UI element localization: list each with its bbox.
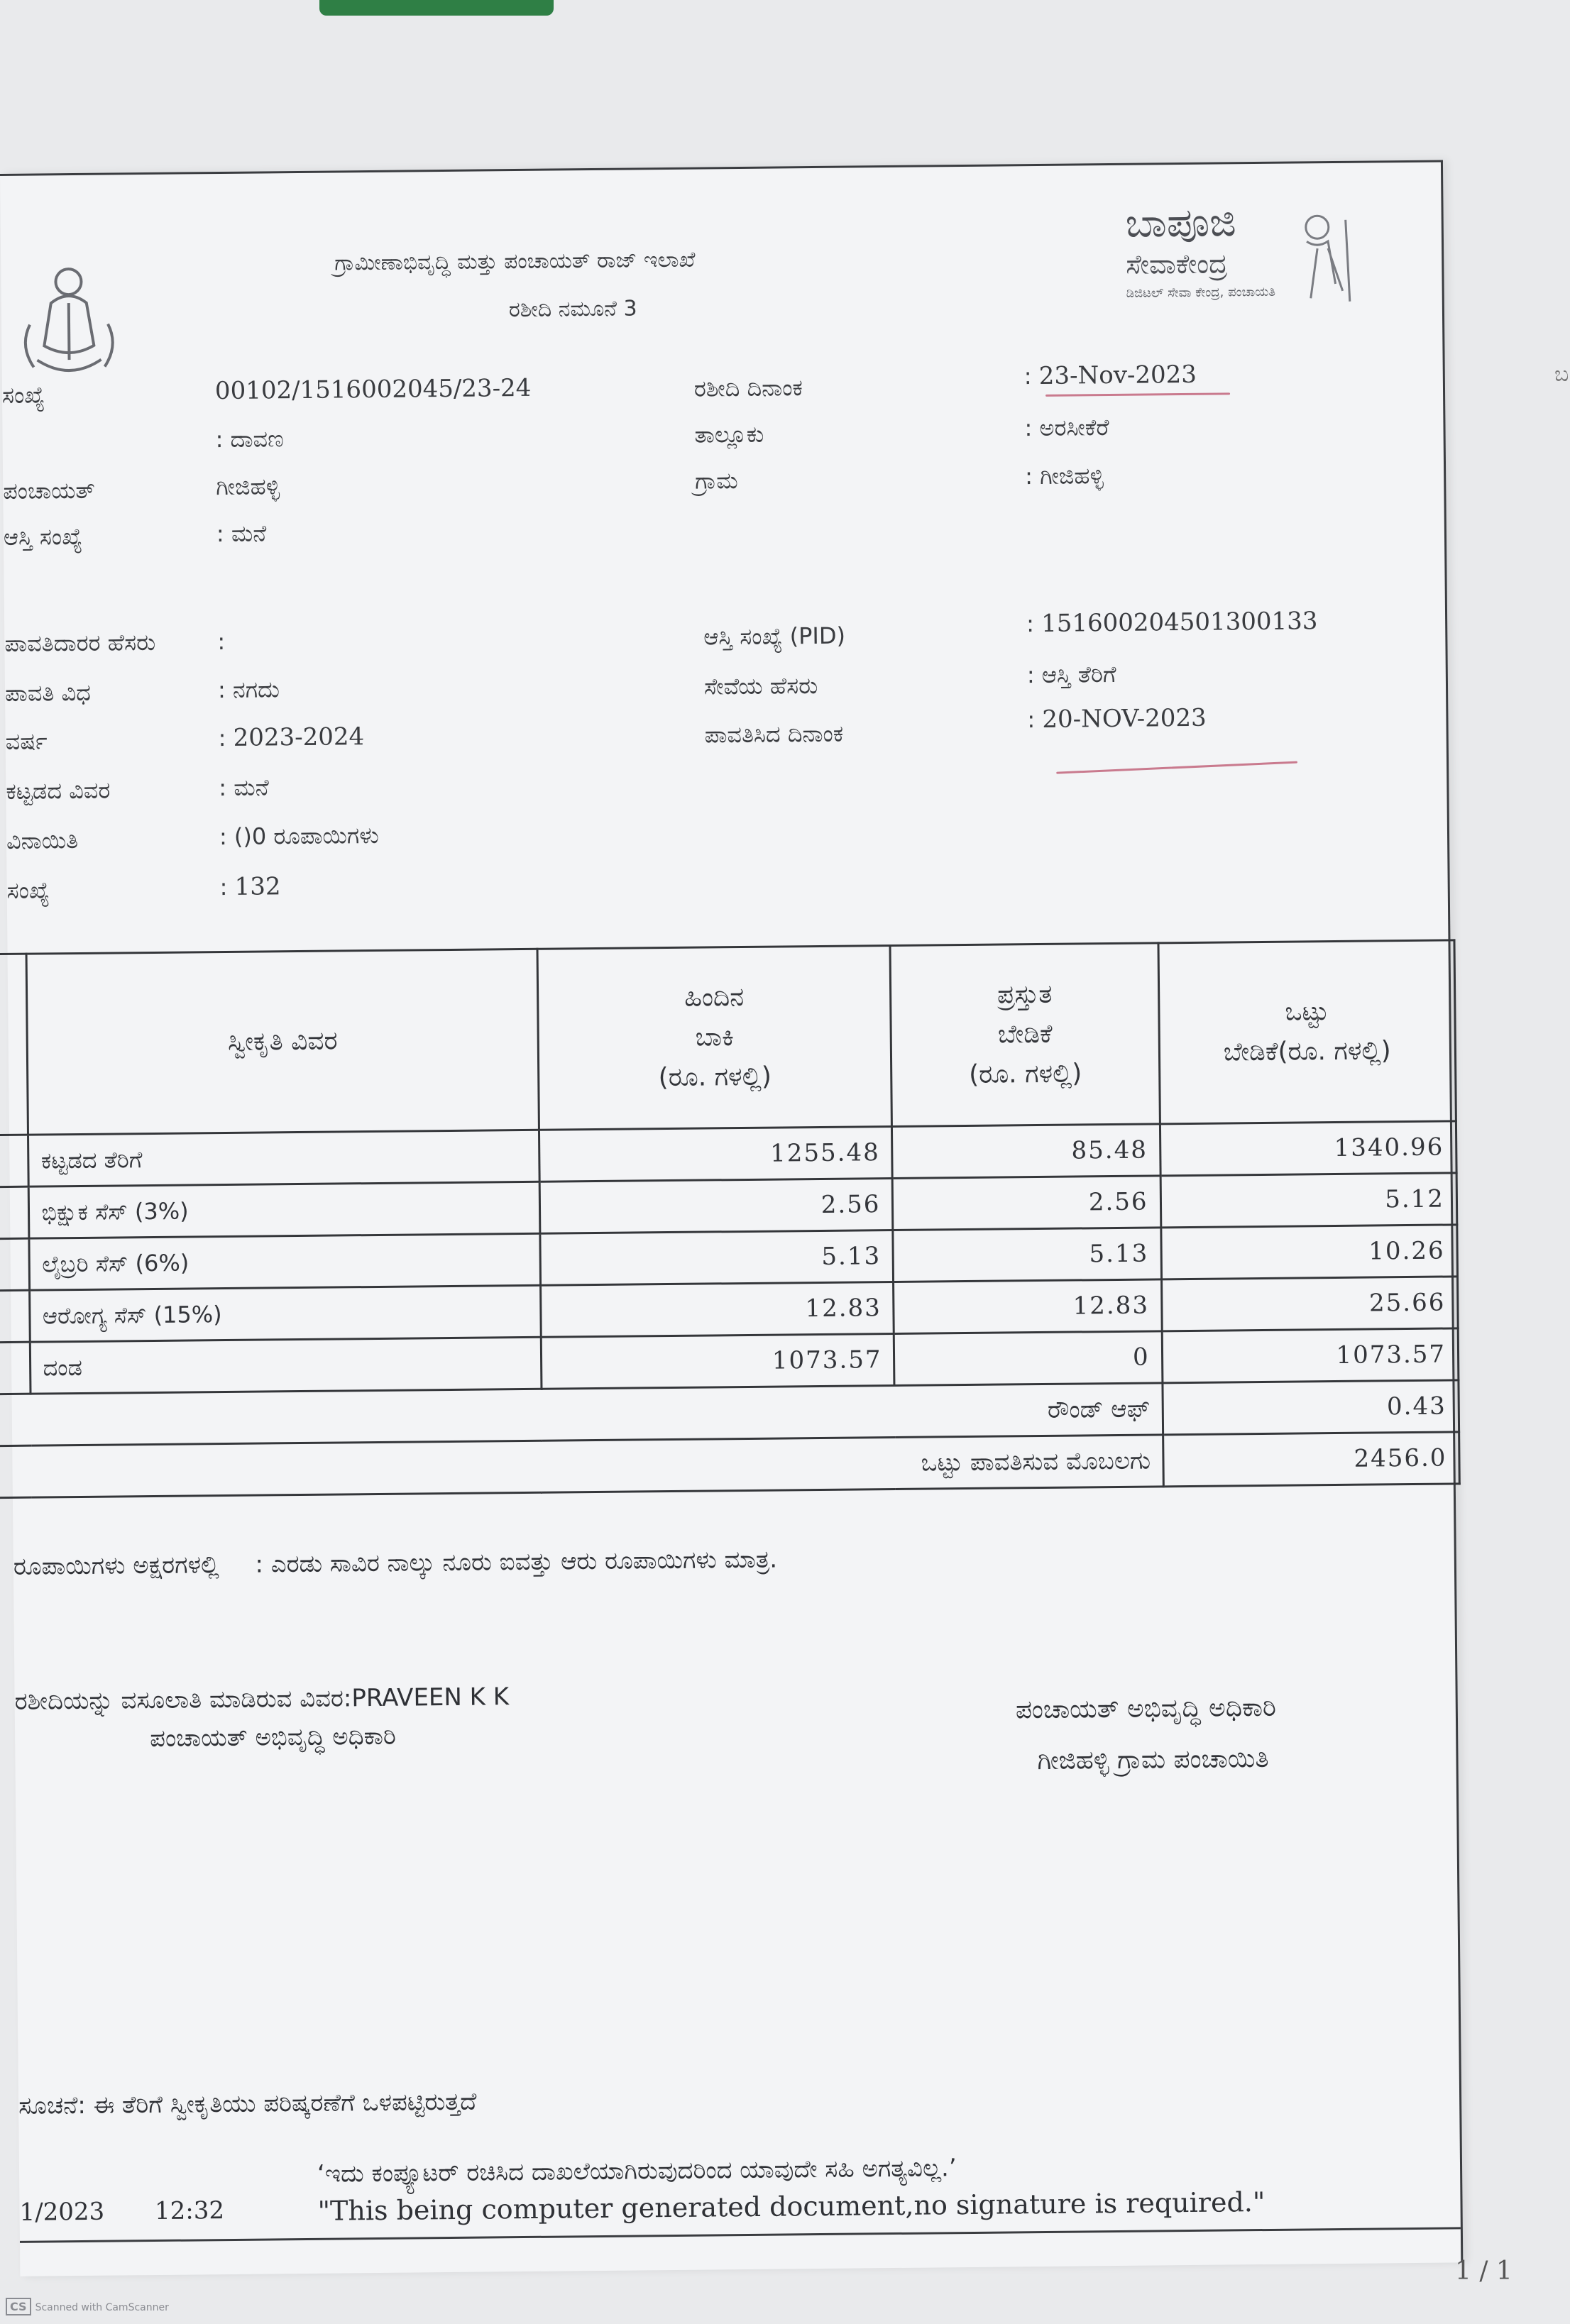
building-detail-label: ಕಟ್ಟಡದ ವಿವರ: [6, 776, 111, 805]
footer-divider: [20, 2227, 1461, 2242]
row-current: 5.13: [893, 1228, 1161, 1282]
form-title: ರಶೀದಿ ನಮೂನೆ 3: [508, 296, 637, 323]
collector-line: ರಶೀದಿಯನ್ನು ವಸೂಲಾತಿ ಮಾಡಿರುವ ವಿವರ:PRAVEEN K K: [14, 1683, 510, 1716]
revision-note: ಸೂಚನೆ: ಈ ತೆರಿಗೆ ಸ್ವೀಕೃತಿಯು ಪರಿಷ್ಕರಣೆಗೆ ಒಳಪಟ್ಟಿರುತ್ತದೆ: [18, 2087, 477, 2120]
collector-designation: ಪಂಚಾಯತ್ ಅಭಿವೃದ್ಧಿ ಅಧಿಕಾರಿ: [149, 1722, 397, 1753]
division-value: : ದಾವಣ: [215, 425, 284, 453]
row-name: ಭಿಕ್ಷುಕ ಸೆಸ್ (3%): [29, 1182, 540, 1238]
round-off-label: ರೌಂಡ್ ಆಫ್: [0, 1383, 1163, 1446]
fee-table: [0, 939, 1461, 1499]
table-lead-cell: [0, 1238, 30, 1291]
count-value: : 132: [219, 872, 281, 901]
col-header-previous-due: ಹಿಂದಿನ ಬಾಕಿ (ರೂ. ಗಳಲ್ಲಿ): [537, 946, 892, 1130]
row-name: ಲೈಬ್ರರಿ ಸೆಸ್ (6%): [29, 1233, 540, 1290]
row-previous: 2.56: [539, 1178, 894, 1233]
logo-tagline: ಡಿಜಿಟಲ್ ಸೇವಾ ಕೇಂದ್ರ, ಪಂಚಾಯತಿ: [1126, 284, 1276, 301]
row-name: ಆರೋಗ್ಯ ಸೆಸ್ (15%): [30, 1285, 541, 1342]
payer-name-value: :: [217, 627, 226, 656]
panchayat-label: ಪಂಚಾಯತ್: [3, 476, 95, 505]
table-lead-cell: [0, 954, 28, 1135]
count-label: ಸಂಖ್ಯೆ: [6, 876, 50, 904]
signatory-designation: ಪಂಚಾಯತ್ ಅಭಿವೃದ್ಧಿ ಅಧಿಕಾರಿ: [1015, 1692, 1277, 1725]
underline-mark: [1056, 761, 1297, 774]
col-header-total-demand: ಒಟ್ಟು ಬೇಡಿಕೆ(ರೂ. ಗಳಲ್ಲಿ): [1158, 940, 1456, 1124]
gandhi-logo-icon: [1278, 206, 1364, 306]
payment-mode-value: : ನಗದು: [217, 676, 280, 704]
row-previous: 1073.57: [541, 1333, 895, 1389]
table-lead-cell: [0, 1186, 29, 1239]
camscanner-icon: CS: [6, 2298, 31, 2315]
edge-mark: ಬ: [1554, 362, 1569, 387]
pid-value: : 151600204501300133: [1026, 607, 1318, 638]
print-date: 1/2023: [19, 2197, 105, 2227]
grand-total-value: 2456.0: [1163, 1432, 1459, 1487]
page-number: 1 / 1: [1455, 2257, 1513, 2286]
col-header-current-demand: ಪ್ರಸ್ತುತ ಬೇಡಿಕೆ (ರೂ. ಗಳಲ್ಲಿ): [890, 943, 1160, 1127]
grand-total-label: ಒಟ್ಟು ಪಾವತಿಸುವ ಮೊಬಲಗು: [0, 1435, 1163, 1498]
panchayat-value: ಗೀಜಿಹಳ್ಳಿ: [216, 473, 280, 501]
village-value: : ಗೀಜಿಹಳ್ಳಿ: [1024, 462, 1104, 490]
row-total: 10.26: [1160, 1225, 1457, 1279]
year-value: : 2023-2024: [218, 722, 365, 752]
service-name-value: : ಆಸ್ತಿ ತೆರಿಗೆ: [1026, 660, 1116, 689]
receipt-number-value: 00102/1516002045/23-24: [214, 373, 532, 406]
row-total: 25.66: [1161, 1277, 1458, 1331]
state-emblem-icon: [8, 253, 130, 389]
row-name: ದಂಡ: [31, 1337, 542, 1394]
logo-subtitle: ಸೇವಾಕೇಂದ್ರ: [1126, 248, 1228, 280]
building-detail-value: : ಮನೆ: [219, 773, 269, 802]
col-header-description: ಸ್ವೀಕೃತಿ ವಿವರ: [27, 949, 539, 1135]
department-title: ಗ್ರಾಮೀಣಾಭಿವೃದ್ಧಿ ಮತ್ತು ಪಂಚಾಯತ್ ರಾಜ್ ಇಲಾಖೆ: [334, 247, 696, 276]
receipt-date-value: : 23-Nov-2023: [1023, 360, 1197, 390]
receipt-page: [0, 160, 1463, 2276]
taluk-label: ತಾಲ್ಲೂಕು: [694, 420, 764, 448]
amount-words-value: : ಎರಡು ಸಾವಿರ ನಾಲ್ಕು ನೂರು ಐವತ್ತು ಆರು ರೂಪಾಯಿಗಳು ಮಾತ್ರ.: [255, 1545, 778, 1579]
exemption-value: : ()0 ರೂಪಾಯಿಗಳು: [219, 821, 379, 851]
amount-words-label: ರೂಪಾಯಿಗಳು ಅಕ್ಷರಗಳಲ್ಲಿ: [13, 1551, 219, 1581]
year-label: ವರ್ಷ: [5, 727, 48, 755]
top-green-strip: [319, 0, 554, 16]
row-name: ಕಟ್ಟಡದ ತೆರಿಗೆ: [28, 1130, 539, 1186]
exemption-label: ವಿನಾಯಿತಿ: [6, 826, 79, 854]
signatory-block: [1016, 1683, 1277, 1788]
row-previous: 12.83: [540, 1282, 894, 1337]
footer-kannada: ‘ಇದು ಕಂಪ್ಯೂಟರ್ ರಚಿಸಿದ ದಾಖಲೆಯಾಗಿರುವುದರಿಂದ ಯಾವುದೇ ಸಹಿ ಅಗತ್ಯವಿಲ್ಲ.’: [317, 2154, 957, 2188]
pid-label: ಆಸ್ತಿ ಸಂಖ್ಯೆ (PID): [703, 622, 846, 651]
footer-english: "This being computer generated document,no signature is required.": [317, 2186, 1266, 2227]
row-total: 5.12: [1160, 1173, 1457, 1228]
row-total: 1073.57: [1162, 1328, 1459, 1383]
receipt-number-label: ಸಂಖ್ಯೆ: [1, 381, 45, 409]
scanner-watermark: [6, 2298, 169, 2315]
signatory-office: ಗೀಜಿಹಳ್ಳಿ ಗ್ರಾಮ ಪಂಚಾಯಿತಿ: [1037, 1744, 1269, 1776]
print-time: 12:32: [154, 2196, 225, 2226]
logo-name: ಬಾಪೂಜಿ: [1125, 199, 1237, 247]
row-current: 12.83: [894, 1279, 1162, 1334]
amount-in-words: [13, 1546, 778, 1581]
paid-date-value: : 20-NOV-2023: [1027, 703, 1207, 734]
row-previous: 1255.48: [539, 1126, 893, 1182]
taluk-value: : ಅರಸೀಕೆರೆ: [1024, 414, 1109, 442]
table-header-row: [0, 940, 1456, 1135]
row-current: 85.48: [892, 1124, 1160, 1179]
print-timestamp: [19, 2196, 224, 2227]
table-lead-cell: [0, 1290, 31, 1343]
row-previous: 5.13: [539, 1230, 894, 1285]
table-lead-cell: [0, 1342, 31, 1394]
village-label: ಗ್ರಾಮ: [695, 467, 738, 495]
property-label: ಆಸ್ತಿ ಸಂಖ್ಯೆ: [3, 522, 83, 551]
property-value: : ಮನೆ: [216, 519, 267, 548]
row-current: 2.56: [893, 1176, 1161, 1230]
table-lead-cell: [0, 1135, 29, 1187]
collector-block: [14, 1683, 509, 1754]
row-current: 0: [894, 1331, 1163, 1386]
scanner-text: Scanned with CamScanner: [35, 2302, 169, 2313]
row-total: 1340.96: [1160, 1121, 1456, 1176]
payer-name-label: ಪಾವತಿದಾರರ ಹೆಸರು: [4, 628, 156, 657]
service-name-label: ಸೇವೆಯ ಹೆಸರು: [703, 671, 818, 700]
receipt-date-label: ರಶೀದಿ ದಿನಾಂಕ: [693, 374, 803, 402]
payment-mode-label: ಪಾವತಿ ವಿಧ: [4, 678, 92, 707]
paid-date-label: ಪಾವತಿಸಿದ ದಿನಾಂಕ: [704, 720, 844, 749]
underline-mark: [1045, 392, 1230, 396]
round-off-value: 0.43: [1163, 1380, 1459, 1435]
